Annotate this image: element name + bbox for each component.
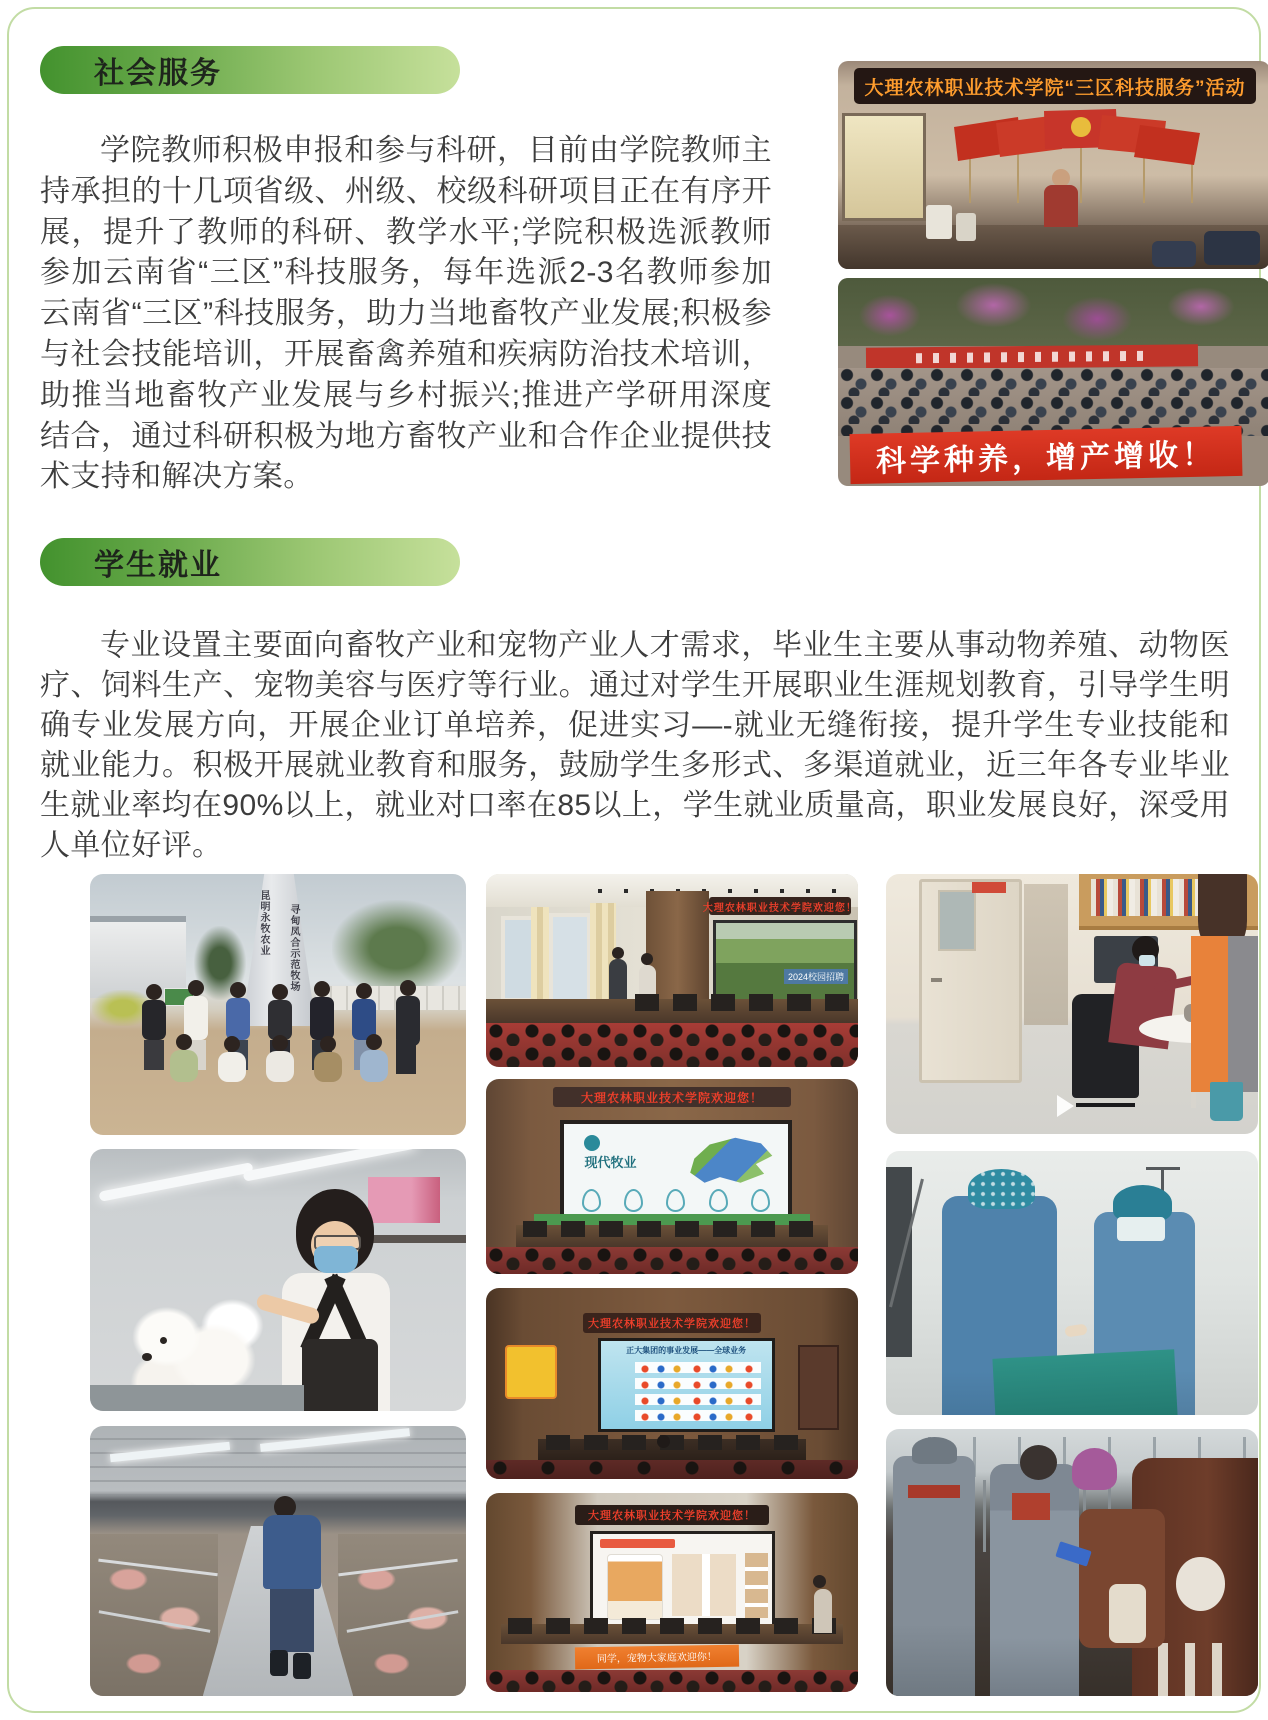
chair (1152, 241, 1196, 267)
chair-base (1076, 1103, 1136, 1107)
photo-recruitment-talk (486, 874, 858, 1067)
screen-header-badge (600, 1539, 675, 1547)
speaker-figure (1044, 185, 1078, 227)
group-of-people (136, 970, 436, 1120)
hall-door (798, 1345, 839, 1429)
worker-head (1020, 1445, 1057, 1480)
section-header-employment (40, 538, 460, 586)
owner-orange-jacket (1191, 936, 1258, 1092)
mascot-logo (505, 1345, 557, 1399)
window (549, 913, 590, 1006)
section-header-social-service (40, 46, 460, 94)
slogan-text: 科学种养，增产增收！ (875, 438, 1217, 479)
door-handle (931, 978, 942, 982)
speaker-figure (814, 1589, 832, 1633)
audience (486, 1247, 858, 1274)
white-bag (926, 205, 952, 239)
red-collar (908, 1485, 960, 1498)
surgical-cap (968, 1169, 1035, 1209)
ceiling-light (98, 1162, 253, 1202)
computer-monitors (508, 1618, 835, 1634)
employment-paragraph: 专业设置主要面向畜牧产业和宠物产业人才需求，毕业生主要从事动物养殖、动物医疗、饲料生产、宠物美容与医疗等行业。通过对学生开展职业生涯规划教育，引导学生明确专业发展方向，开展企业订单培养，促进实习—-就业无缝衔接，提升学生专业技能和就业能力。积极开展就业教育和服务，鼓励学生多形式、多渠道就业，近三年各专业毕业生就业率均在90%以上，就业对口率在85以上，学生就业质量高，职业发展良好，深受用人单位好评。 (40, 629, 1230, 862)
led-text: 大理农林职业技术学院欢迎您！ (580, 1090, 763, 1105)
apron (302, 1339, 378, 1411)
company-logo-icon (584, 1135, 600, 1151)
photo-animal-surgery (886, 1151, 1258, 1415)
monument-text-right: 寻甸凤合示范牧场 (288, 904, 299, 992)
surgical-field-drape (992, 1350, 1177, 1415)
screen-tag-text: 2024校园招聘 (784, 969, 848, 984)
door-window (938, 890, 975, 951)
worker-legs (270, 1588, 314, 1652)
audience (486, 1670, 858, 1692)
gloved-hand (1064, 1324, 1087, 1338)
speaker-head (612, 947, 624, 959)
red-slogan-banner (850, 426, 1243, 484)
photo-cp-group-lecture (486, 1288, 858, 1479)
company-logo-text: 现代牧业 (584, 1155, 637, 1171)
computer-monitors (635, 994, 858, 1011)
surgical-mask (1117, 1217, 1165, 1241)
play-icon (1057, 1095, 1074, 1117)
purple-cap-person (1072, 1448, 1117, 1491)
boot (270, 1650, 288, 1676)
photo-modern-farming-lecture (486, 1079, 858, 1274)
grooming-table (90, 1385, 304, 1411)
social-service-paragraph: 学院教师积极申报和参与科研，目前由学院教师主持承担的十几项省级、州级、校级科研项目正在有序开展，提升了教师的科研、教学水平;学院积极选派教师参加云南省“三区”科技服务，每年选派2-3名教师参加云南省“三区”科技服务，助力当地畜牧产业发展;积极参与社会技能培训，开展畜禽养殖和疾病防治技术培训，助推当地畜牧产业发展与乡村振兴;推进产学研用深度结合，通过科研积极为地方畜牧产业和合作企业提供技术支持和解决方案。 (40, 134, 772, 494)
led-text: 大理农林职业技术学院欢迎您！ (587, 1509, 756, 1522)
curtain (531, 907, 550, 1000)
section-title: 学生就业 (94, 549, 222, 582)
vet-face-mask (1139, 955, 1155, 966)
computer-monitors (546, 1435, 799, 1450)
led-text: 大理农林职业技术学院欢迎您！ (587, 1317, 756, 1330)
worker-cap (912, 1437, 957, 1464)
stage-banner-text: 同学，宠物大家庭欢迎你！ (597, 1652, 718, 1666)
worker-in-blue (263, 1515, 321, 1589)
photo-pet-family-lecture (486, 1493, 858, 1692)
section-title: 社会服务 (94, 57, 222, 90)
boot (293, 1653, 311, 1679)
presentation-screen (590, 1531, 775, 1631)
photo-vet-clinic (886, 874, 1258, 1134)
red-chest-patch (1012, 1493, 1049, 1520)
photo-pet-grooming (90, 1149, 466, 1411)
audience (486, 1460, 858, 1479)
led-banner (702, 897, 857, 915)
barn-roof-beams (90, 1426, 466, 1496)
audience (486, 1023, 858, 1067)
led-banner (575, 1505, 768, 1525)
dog-photo-cards (672, 1554, 736, 1616)
photo-pig-farm (90, 1426, 466, 1696)
dog-eye (160, 1337, 167, 1344)
brand-logo-grid (635, 1362, 762, 1422)
photo-field-training-group (838, 278, 1268, 486)
cow-legs (1158, 1643, 1240, 1696)
calf-white-face (1109, 1584, 1146, 1643)
presentation-screen (598, 1338, 775, 1432)
iv-hook (1146, 1167, 1180, 1170)
led-banner (854, 68, 1256, 104)
photo-farm-visit-group (90, 874, 466, 1135)
monument-text-left: 昆明永牧农业 (258, 890, 269, 956)
back-room (1024, 884, 1069, 1024)
shiba-dog-photo (607, 1554, 663, 1620)
led-text: 大理农林职业技术学院欢迎您！ (702, 902, 857, 914)
red-wall-sign (972, 882, 1006, 893)
books (1091, 879, 1203, 915)
led-banner (553, 1087, 791, 1107)
china-map-graphic (674, 1133, 777, 1189)
speaker-figure (609, 959, 627, 1001)
dog-photo-grid (745, 1553, 768, 1618)
red-flags-display (926, 107, 1236, 207)
cow-white-patch (1176, 1557, 1224, 1610)
speaker-head (813, 1575, 826, 1588)
led-banner (583, 1313, 762, 1333)
dog-nose (142, 1353, 152, 1361)
track-lights (598, 889, 844, 893)
led-banner-text: 大理农林职业技术学院“三区科技服务”活动 (864, 77, 1246, 99)
trash-bin (1210, 1082, 1243, 1121)
computer-monitors (523, 1221, 821, 1237)
face-mask (314, 1246, 358, 1273)
orange-stage-banner (575, 1645, 739, 1670)
projector-screen (842, 113, 926, 221)
chair (1204, 231, 1260, 265)
droplet-infographics (582, 1189, 770, 1211)
pink-poster (368, 1177, 440, 1223)
small-red-banner (866, 344, 1198, 369)
photo-tech-service-meeting (838, 61, 1268, 269)
bougainvillea-flowers (838, 278, 1268, 346)
screen-title-text: 正大集团的事业发展——全球业务 (626, 1346, 747, 1356)
white-bag (956, 213, 976, 241)
presentation-screen (560, 1120, 791, 1222)
photo-cattle-exam (886, 1429, 1258, 1696)
